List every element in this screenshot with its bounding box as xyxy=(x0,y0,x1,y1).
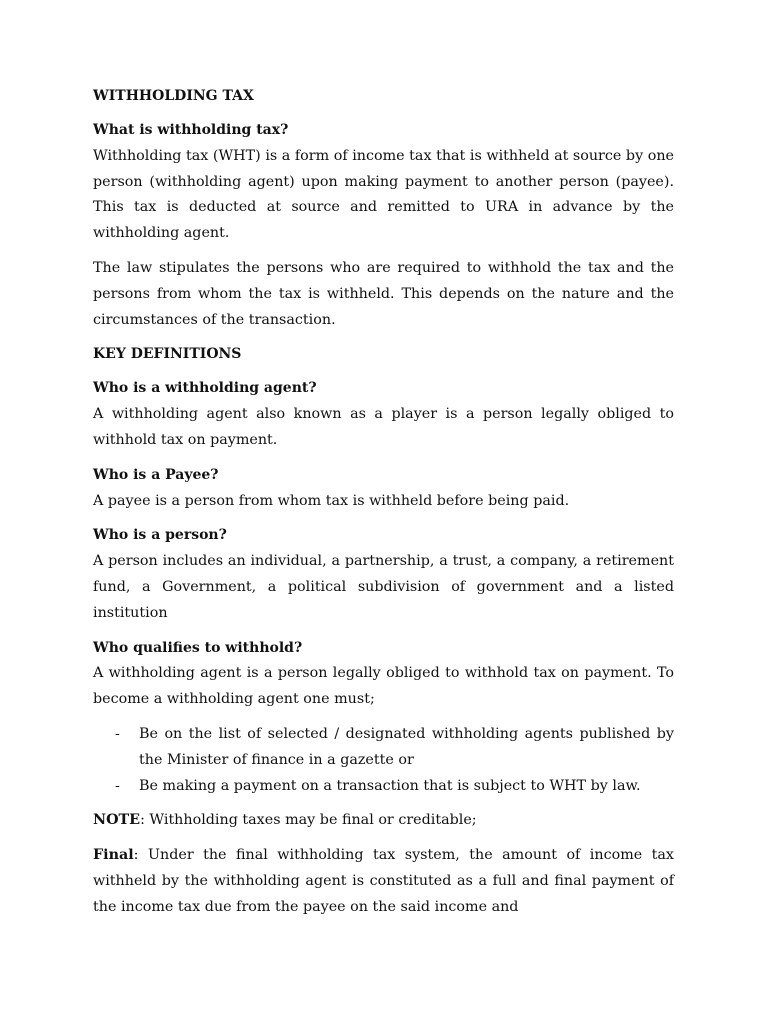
final-text: : Under the final withholding tax system, the amount of income tax withheld by the withholding agent is constituted as a full and final payment of the income tax due from the payee on the said income and xyxy=(93,847,674,915)
list-item-text: Be on the list of selected / designated withholding agents published by the Minister of finance in a gazette or xyxy=(139,725,674,768)
document-page xyxy=(93,84,674,930)
document-title: WITHHOLDING TAX xyxy=(93,88,254,104)
note-text: : Withholding taxes may be final or creditable; xyxy=(140,812,477,829)
dash-bullet: - xyxy=(115,777,120,794)
heading-person: Who is a person? xyxy=(93,527,227,544)
requirements-list xyxy=(93,722,674,799)
note-label: NOTE xyxy=(93,812,141,829)
heading-key-definitions: KEY DEFINITIONS xyxy=(93,346,242,363)
paragraph-person: A person includes an individual, a partnership, a trust, a company, a retirement fund, a Government, a political subdivision of government and a listed institution xyxy=(93,553,674,621)
heading-payee: Who is a Payee? xyxy=(93,466,219,483)
heading-withholding-agent: Who is a withholding agent? xyxy=(93,380,317,397)
list-item xyxy=(93,722,674,774)
paragraph-wht-definition: Withholding tax (WHT) is a form of income tax that is withheld at source by one person (withholding agent) upon making payment to another person (payee). This tax is deducted at source and remitted to URA in advance by the withholding agent. xyxy=(93,147,674,242)
dash-bullet: - xyxy=(115,725,120,742)
paragraph-payee: A payee is a person from whom tax is withheld before being paid. xyxy=(93,492,570,509)
list-item xyxy=(93,774,674,800)
list-item-text: Be making a payment on a transaction that is subject to WHT by law. xyxy=(139,777,641,794)
paragraph-withholding-agent: A withholding agent also known as a player is a person legally obliged to withhold tax on payment. xyxy=(93,406,674,448)
paragraph-final xyxy=(93,843,674,920)
paragraph-law-stipulates: The law stipulates the persons who are required to withhold the tax and the persons from whom the tax is withheld. This depends on the nature and the circumstances of the transaction. xyxy=(93,259,674,328)
final-label: Final xyxy=(93,847,134,864)
heading-what-is-withholding-tax: What is withholding tax? xyxy=(93,122,289,138)
paragraph-note xyxy=(93,808,674,834)
heading-qualifies-to-withhold: Who qualifies to withhold? xyxy=(93,639,303,656)
paragraph-qualifies: A withholding agent is a person legally obliged to withhold tax on payment. To become a withholding agent one must; xyxy=(93,665,674,708)
